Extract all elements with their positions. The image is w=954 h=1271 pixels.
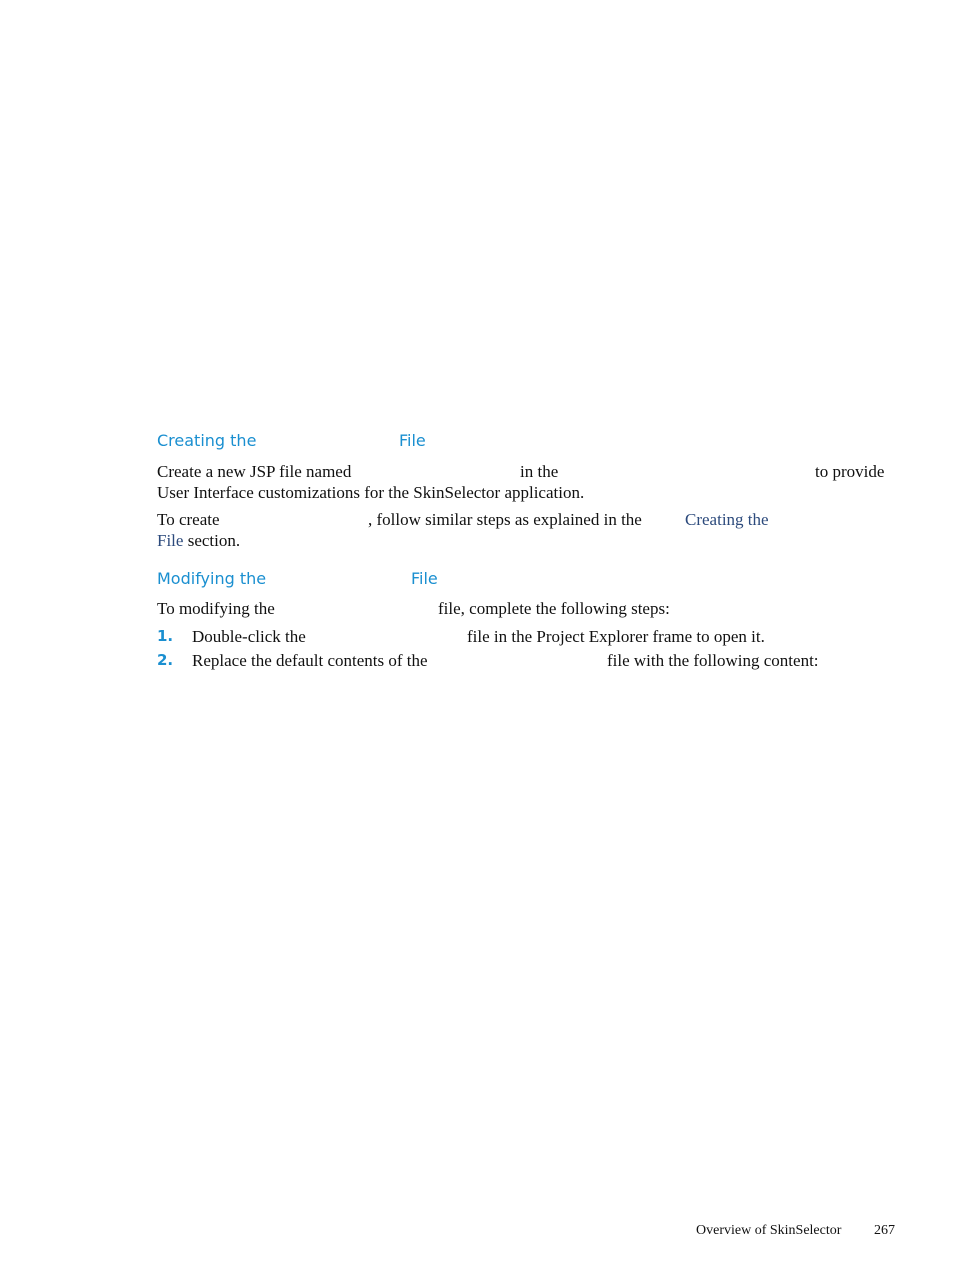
step-text-part2: file in the Project Explorer frame to open it. <box>467 627 765 646</box>
paragraph-create-line2: User Interface customizations for the SkinSelector application. <box>157 483 585 502</box>
section-heading-modifying-start: Modifying the <box>157 569 267 588</box>
paragraph-tocreate-line2 <box>157 530 240 551</box>
step-number: 1. <box>157 627 174 645</box>
paragraph-tocreate-section: section. <box>183 531 241 550</box>
cross-reference-link-file[interactable]: File <box>157 531 184 550</box>
footer-title: Overview of SkinSelector <box>696 1223 842 1238</box>
paragraph-tocreate-part2: , follow similar steps as explained in the <box>368 510 642 529</box>
paragraph-create-part2: in the <box>520 462 559 481</box>
section-heading-modifying-end: File <box>411 569 438 588</box>
step-text-part2: file with the following content: <box>607 651 819 670</box>
paragraph-tocreate-part1: To create <box>157 510 220 529</box>
step-text-part1: Replace the default contents of the <box>192 651 428 670</box>
page-number: 267 <box>874 1223 895 1238</box>
paragraph-create-part1: Create a new JSP file named <box>157 462 352 481</box>
paragraph-modify-part2: file, complete the following steps: <box>438 599 670 618</box>
cross-reference-link[interactable]: Creating the <box>685 510 769 529</box>
paragraph-modify-part1: To modifying the <box>157 599 275 618</box>
paragraph-create-part3: to provide <box>815 462 885 481</box>
step-text-part1: Double-click the <box>192 627 306 646</box>
section-heading-creating-end: File <box>399 431 426 450</box>
step-number: 2. <box>157 651 174 669</box>
section-heading-creating-start: Creating the <box>157 431 257 450</box>
